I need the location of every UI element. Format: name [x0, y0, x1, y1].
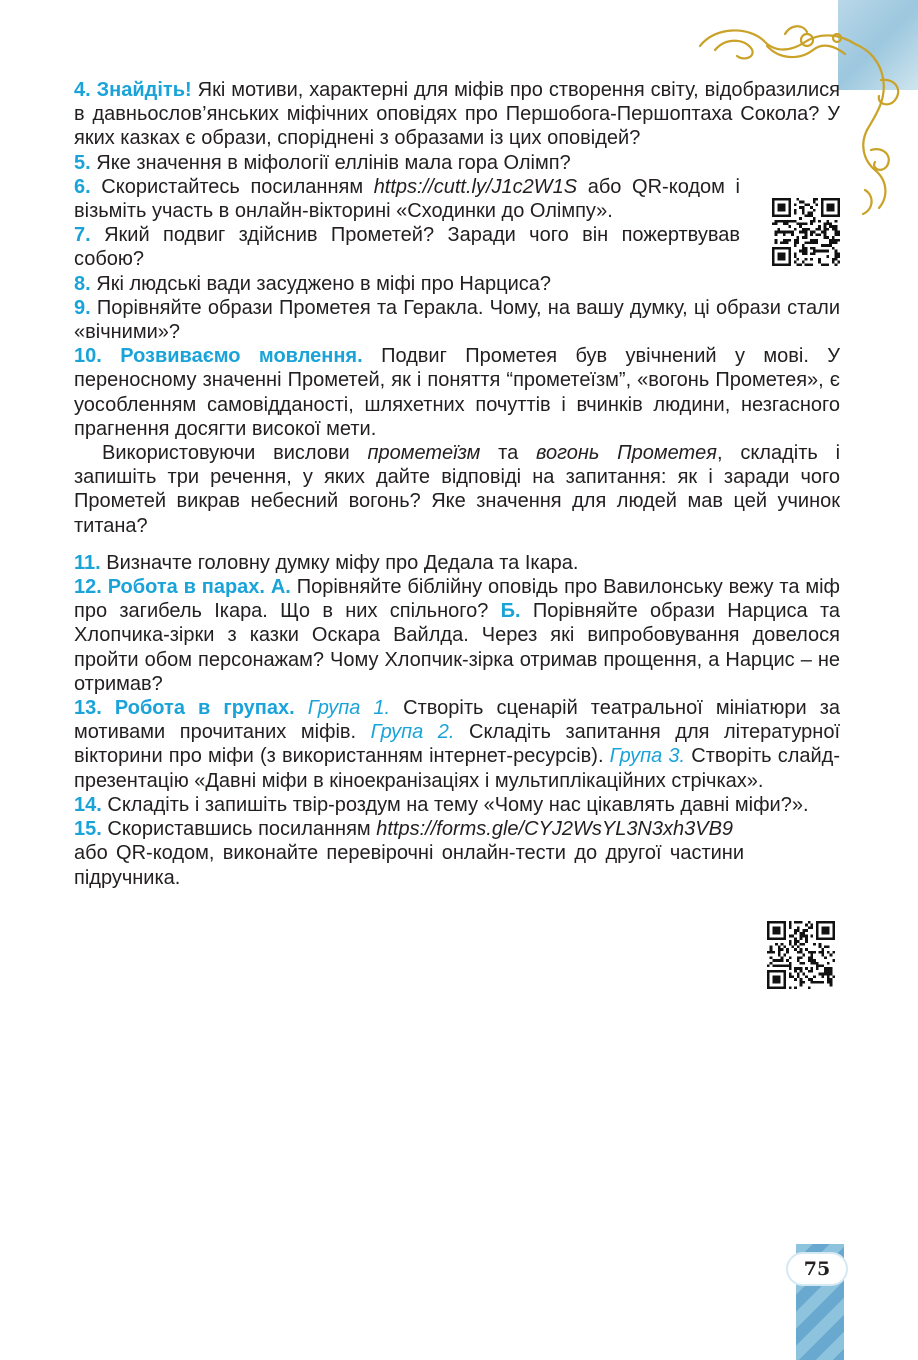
item-number: 7. [74, 224, 91, 247]
tests-link[interactable]: https://forms.gle/CYJ2WsYL3N3xh3VB9 [376, 818, 734, 841]
item-text: Створіть сценарій театральної мініатюри за мотивами прочитаних міфів. [74, 697, 841, 744]
item-8 [74, 272, 840, 296]
item-text: Які мотиви, характерні для міфів про створення світу, відобразилися в давньослов’янських міфічних оповідях про Першобога-Першоптаха Сокола? У яких казках є образи, споріднені з образами із цих оповідей? [74, 79, 840, 150]
item-text: або QR-кодом, виконайте перевірочні онлайн-тести до другої частини підручника. [74, 842, 744, 889]
item-11 [74, 551, 840, 575]
item-heading: Робота в групах. [114, 697, 295, 720]
item-number: 10. [74, 345, 102, 368]
item-text: та [480, 442, 536, 465]
item-text: Який подвиг здійснив Прометей? Заради чого він пожертвував собою? [74, 224, 740, 271]
item-text: Яке значення в міфології еллінів мала гора Олімп? [90, 151, 571, 174]
item-heading: Б. [500, 600, 521, 623]
item-15-cont [74, 841, 840, 889]
group-label: Група 1. [307, 697, 391, 720]
item-text: Створіть слайд-презентацію «Давні міфи в кіноекранізаціях і мультиплікаційних стрічках». [74, 745, 841, 792]
item-number: 4. [74, 79, 91, 101]
item-text: або QR-кодом і візьміть участь в онлайн-вікторині «Сходинки до Олімпу». [74, 175, 740, 223]
quiz-link[interactable]: https://cutt.ly/J1c2W1S [373, 175, 578, 198]
item-number: 12. [74, 576, 102, 599]
group-label: Група 2. [370, 721, 455, 744]
item-number: 11. [74, 551, 101, 574]
item-number: 6. [74, 175, 91, 198]
item-number: 8. [74, 272, 91, 295]
item-text: Визначте головну думку міфу про Дедала та Ікара. [100, 551, 579, 574]
item-text: Порівняйте образи Нарциса та Хлопчика-зірки з казки Оскара Вайлда. Через які випробовування довелося пройти обом персонажам? Чому Хлопчик-зірка отримав прощення, а Нарцис – не отримав? [74, 600, 841, 695]
item-heading: Розвиваємо мовлення. [120, 345, 363, 368]
item-7 [74, 223, 840, 271]
item-text: , складіть і запишіть три речення, у яких дайте відповіді на запитання: як і заради чого Прометей викрав небесний вогонь? Яке значення для людей мав цей учинок титана? [74, 442, 841, 537]
item-text: Використовуючи вислови [102, 442, 368, 465]
item-number: 5. [74, 151, 91, 174]
item-10-task [74, 441, 840, 538]
group-label: Група 3. [609, 745, 686, 768]
item-text: Які людські вади засуджено в міфі про Нарциса? [90, 272, 551, 295]
item-heading: Робота в парах. А. [107, 576, 291, 599]
item-term: прометеїзм [367, 442, 481, 465]
item-number: 9. [74, 296, 91, 319]
item-5 [74, 151, 840, 175]
item-13 [74, 696, 840, 793]
item-text: Скористайтесь посиланням [90, 175, 374, 198]
item-heading: Знайдіть! [96, 79, 192, 101]
item-text: Складіть і запишіть твір-роздум на тему «Чому нас цікавлять давні міфи?». [101, 793, 809, 816]
item-text: Скориставшись посиланням [101, 818, 377, 841]
item-term: вогонь Прометея [535, 442, 717, 465]
page-number: 75 [786, 1252, 848, 1286]
qr-code-icon[interactable] [767, 921, 835, 989]
item-10 [74, 344, 840, 441]
item-12 [74, 575, 840, 696]
item-15 [74, 817, 840, 841]
item-text: Порівняйте образи Прометея та Геракла. Чому, на вашу думку, ці образи стали «вічними»? [74, 296, 840, 344]
item-number: 13. [74, 697, 102, 720]
item-4 [74, 78, 840, 151]
qr-code-icon[interactable] [772, 198, 840, 266]
item-9 [74, 296, 840, 344]
item-number: 15. [74, 818, 102, 841]
item-text: Порівняйте біблійну оповідь про Вавилонську вежу та міф про загибель Ікара. Що в них спільного? [74, 576, 840, 623]
exercise-list [74, 78, 840, 890]
item-text: Складіть запитання для літературної вікторини про міфи (з використанням інтернет-ресурсів). [74, 721, 840, 768]
item-text: Подвиг Прометея був увічнений у мові. У переносному значенні Прометей, як і поняття “прометеїзм”, «вогонь Прометея», є уособленням самовідданості, шляхетних почуттів і вчинків людини, незгасного прагнення досягти високої мети. [74, 345, 840, 440]
item-6 [74, 175, 840, 223]
item-number: 14. [74, 793, 102, 816]
item-14 [74, 793, 840, 817]
